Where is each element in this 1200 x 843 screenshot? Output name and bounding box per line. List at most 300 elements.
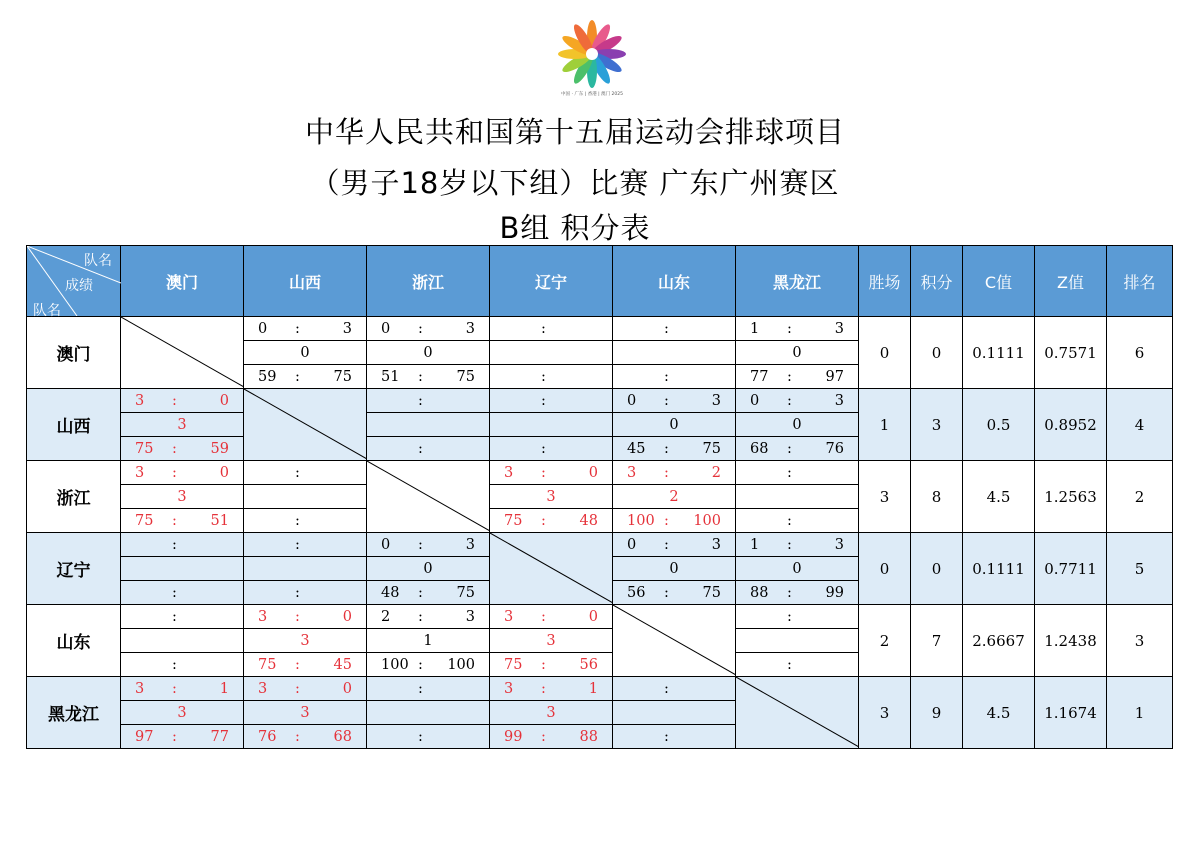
column-header: 辽宁 xyxy=(490,246,613,317)
stat-points: 0 xyxy=(911,317,963,389)
table-row xyxy=(27,605,1173,629)
sets-home: 0 xyxy=(258,320,268,337)
match-sets xyxy=(367,389,490,413)
sets-away: 3 xyxy=(465,536,475,553)
title-line-2: （男子18岁以下组）比赛 广东广州赛区 xyxy=(310,166,840,200)
match-points: 0 xyxy=(736,413,859,437)
standings-table xyxy=(26,245,1173,749)
diagonal-line xyxy=(244,389,367,459)
match-sets xyxy=(244,677,367,701)
stat-c-value: 4.5 xyxy=(963,677,1035,749)
stat-header-rank: 排名 xyxy=(1107,246,1173,317)
sets-home: 1 xyxy=(750,320,760,337)
column-header: 黑龙江 xyxy=(736,246,859,317)
score-away: 59 xyxy=(210,440,229,457)
match-points xyxy=(244,557,367,581)
sets-away: 3 xyxy=(465,608,475,625)
separator: : xyxy=(787,512,792,529)
match-score xyxy=(121,725,244,749)
separator: : xyxy=(664,368,669,385)
separator: : xyxy=(787,368,792,385)
match-points: 0 xyxy=(736,557,859,581)
score-away: 68 xyxy=(333,728,352,745)
match-score xyxy=(490,509,613,533)
stat-c-value: 2.6667 xyxy=(963,605,1035,677)
separator: : xyxy=(172,584,177,601)
match-points: 0 xyxy=(613,413,736,437)
match-points: 0 xyxy=(244,341,367,365)
separator: : xyxy=(418,656,423,673)
sets-away: 3 xyxy=(711,536,721,553)
match-points: 3 xyxy=(121,485,244,509)
sets-away: 3 xyxy=(834,536,844,553)
separator: : xyxy=(418,536,423,553)
match-points: 0 xyxy=(613,557,736,581)
row-team-name: 澳门 xyxy=(27,317,121,389)
separator: : xyxy=(295,680,300,697)
match-score xyxy=(244,509,367,533)
separator: : xyxy=(172,512,177,529)
stat-points: 7 xyxy=(911,605,963,677)
match-sets xyxy=(613,317,736,341)
match-sets xyxy=(613,461,736,485)
column-header: 澳门 xyxy=(121,246,244,317)
score-home: 51 xyxy=(381,368,400,385)
stat-z-value: 0.7571 xyxy=(1035,317,1107,389)
separator: : xyxy=(541,464,546,481)
match-points xyxy=(121,629,244,653)
stat-rank: 5 xyxy=(1107,533,1173,605)
match-sets xyxy=(121,533,244,557)
sets-away: 3 xyxy=(711,392,721,409)
separator: : xyxy=(295,536,300,553)
sets-away: 3 xyxy=(342,320,352,337)
title-line-1: 中华人民共和国第十五届运动会排球项目 xyxy=(304,115,845,149)
diagonal-line xyxy=(490,533,613,603)
separator: : xyxy=(172,440,177,457)
sets-home: 2 xyxy=(381,608,391,625)
sets-away: 0 xyxy=(219,392,229,409)
score-home: 100 xyxy=(627,512,655,529)
sets-away: 0 xyxy=(219,464,229,481)
score-away: 99 xyxy=(825,584,844,601)
row-team-name: 黑龙江 xyxy=(27,677,121,749)
separator: : xyxy=(541,320,546,337)
separator: : xyxy=(418,320,423,337)
match-sets xyxy=(367,677,490,701)
score-home: 59 xyxy=(258,368,277,385)
separator: : xyxy=(172,536,177,553)
diagonal-line xyxy=(736,677,859,747)
match-points xyxy=(736,629,859,653)
separator: : xyxy=(295,584,300,601)
match-sets xyxy=(490,677,613,701)
column-header: 山西 xyxy=(244,246,367,317)
stat-z-value: 1.1674 xyxy=(1035,677,1107,749)
table-row xyxy=(27,461,1173,485)
separator: : xyxy=(541,728,546,745)
sets-away: 3 xyxy=(465,320,475,337)
stat-rank: 3 xyxy=(1107,605,1173,677)
score-home: 99 xyxy=(504,728,523,745)
match-score xyxy=(244,725,367,749)
self-match-cell xyxy=(613,605,736,677)
match-points: 3 xyxy=(244,701,367,725)
corner-header xyxy=(27,246,121,317)
stat-points: 3 xyxy=(911,389,963,461)
sets-home: 3 xyxy=(504,608,514,625)
score-home: 75 xyxy=(258,656,277,673)
match-sets xyxy=(244,317,367,341)
match-points xyxy=(490,341,613,365)
column-header: 浙江 xyxy=(367,246,490,317)
stat-rank: 6 xyxy=(1107,317,1173,389)
score-home: 48 xyxy=(381,584,400,601)
score-home: 68 xyxy=(750,440,769,457)
match-points xyxy=(736,485,859,509)
score-away: 97 xyxy=(825,368,844,385)
match-sets xyxy=(490,317,613,341)
stat-wins: 3 xyxy=(859,677,911,749)
score-home: 75 xyxy=(504,512,523,529)
score-away: 76 xyxy=(825,440,844,457)
separator: : xyxy=(664,584,669,601)
match-sets xyxy=(736,317,859,341)
match-points: 3 xyxy=(490,701,613,725)
separator: : xyxy=(664,728,669,745)
match-sets xyxy=(367,317,490,341)
row-team-name: 山西 xyxy=(27,389,121,461)
match-sets xyxy=(736,461,859,485)
match-points xyxy=(244,485,367,509)
sets-away: 0 xyxy=(342,608,352,625)
match-sets xyxy=(736,533,859,557)
separator: : xyxy=(664,536,669,553)
match-points: 0 xyxy=(367,341,490,365)
score-away: 75 xyxy=(456,368,475,385)
match-score xyxy=(121,437,244,461)
score-away: 45 xyxy=(333,656,352,673)
separator: : xyxy=(418,680,423,697)
sets-home: 3 xyxy=(258,680,268,697)
stat-z-value: 0.7711 xyxy=(1035,533,1107,605)
separator: : xyxy=(541,512,546,529)
sets-away: 3 xyxy=(834,320,844,337)
sets-home: 3 xyxy=(504,464,514,481)
score-away: 75 xyxy=(456,584,475,601)
sets-away: 0 xyxy=(342,680,352,697)
match-score xyxy=(244,365,367,389)
match-score xyxy=(736,509,859,533)
separator: : xyxy=(418,440,423,457)
diagonal-line xyxy=(121,317,244,387)
stat-header-z: Z值 xyxy=(1035,246,1107,317)
match-sets xyxy=(121,461,244,485)
match-sets xyxy=(121,605,244,629)
separator: : xyxy=(295,656,300,673)
table-row xyxy=(27,317,1173,341)
separator: : xyxy=(664,680,669,697)
stat-points: 0 xyxy=(911,533,963,605)
match-score xyxy=(121,509,244,533)
score-home: 100 xyxy=(381,656,409,673)
sets-home: 3 xyxy=(135,464,145,481)
stat-z-value: 1.2563 xyxy=(1035,461,1107,533)
match-sets xyxy=(244,533,367,557)
separator: : xyxy=(787,656,792,673)
match-score xyxy=(613,509,736,533)
separator: : xyxy=(541,656,546,673)
stat-c-value: 4.5 xyxy=(963,461,1035,533)
score-home: 56 xyxy=(627,584,646,601)
match-sets xyxy=(613,533,736,557)
separator: : xyxy=(541,608,546,625)
match-score xyxy=(367,725,490,749)
score-home: 75 xyxy=(504,656,523,673)
sets-home: 0 xyxy=(381,320,391,337)
stat-wins: 2 xyxy=(859,605,911,677)
separator: : xyxy=(787,464,792,481)
match-score xyxy=(736,581,859,605)
match-sets xyxy=(613,677,736,701)
separator: : xyxy=(172,392,177,409)
score-home: 97 xyxy=(135,728,154,745)
match-points: 3 xyxy=(490,485,613,509)
match-points xyxy=(490,413,613,437)
match-points: 0 xyxy=(367,557,490,581)
separator: : xyxy=(172,464,177,481)
sets-away: 0 xyxy=(588,608,598,625)
row-team-name: 辽宁 xyxy=(27,533,121,605)
corner-label-bottom: 队名 xyxy=(33,303,61,319)
self-match-cell xyxy=(736,677,859,749)
separator: : xyxy=(295,512,300,529)
sets-home: 3 xyxy=(135,680,145,697)
standings-body xyxy=(27,317,1173,749)
separator: : xyxy=(295,608,300,625)
match-points xyxy=(121,557,244,581)
score-home: 77 xyxy=(750,368,769,385)
match-points xyxy=(367,701,490,725)
separator: : xyxy=(787,440,792,457)
score-away: 100 xyxy=(447,656,475,673)
match-score xyxy=(736,365,859,389)
stat-wins: 0 xyxy=(859,533,911,605)
stat-header-points: 积分 xyxy=(911,246,963,317)
self-match-cell xyxy=(244,389,367,461)
sets-away: 1 xyxy=(219,680,229,697)
stat-c-value: 0.5 xyxy=(963,389,1035,461)
score-away: 100 xyxy=(693,512,721,529)
match-score xyxy=(367,653,490,677)
match-sets xyxy=(244,605,367,629)
separator: : xyxy=(787,584,792,601)
match-score xyxy=(244,581,367,605)
score-home: 75 xyxy=(135,512,154,529)
separator: : xyxy=(172,680,177,697)
match-score xyxy=(367,581,490,605)
separator: : xyxy=(172,728,177,745)
match-sets xyxy=(244,461,367,485)
separator: : xyxy=(295,464,300,481)
diagonal-line xyxy=(613,605,736,675)
match-sets xyxy=(490,605,613,629)
corner-label-top: 队名 xyxy=(84,253,112,269)
stat-c-value: 0.1111 xyxy=(963,317,1035,389)
separator: : xyxy=(664,440,669,457)
header-row xyxy=(27,246,1173,317)
column-header: 山东 xyxy=(613,246,736,317)
separator: : xyxy=(787,392,792,409)
match-score xyxy=(736,653,859,677)
score-home: 76 xyxy=(258,728,277,745)
sets-home: 3 xyxy=(135,392,145,409)
separator: : xyxy=(541,680,546,697)
separator: : xyxy=(295,368,300,385)
separator: : xyxy=(418,584,423,601)
score-away: 75 xyxy=(702,440,721,457)
match-sets xyxy=(490,389,613,413)
stat-points: 9 xyxy=(911,677,963,749)
separator: : xyxy=(418,728,423,745)
stat-wins: 0 xyxy=(859,317,911,389)
sets-home: 3 xyxy=(627,464,637,481)
stat-header-wins: 胜场 xyxy=(859,246,911,317)
stat-wins: 3 xyxy=(859,461,911,533)
match-points: 3 xyxy=(121,701,244,725)
match-score xyxy=(613,581,736,605)
sets-home: 3 xyxy=(504,680,514,697)
score-away: 77 xyxy=(210,728,229,745)
match-sets xyxy=(736,605,859,629)
match-sets xyxy=(490,461,613,485)
games-logo xyxy=(556,18,628,106)
match-score xyxy=(490,725,613,749)
self-match-cell xyxy=(490,533,613,605)
match-points: 0 xyxy=(736,341,859,365)
score-home: 45 xyxy=(627,440,646,457)
sets-home: 3 xyxy=(258,608,268,625)
sets-home: 0 xyxy=(381,536,391,553)
sets-home: 0 xyxy=(750,392,760,409)
separator: : xyxy=(664,512,669,529)
separator: : xyxy=(664,392,669,409)
diagonal-line xyxy=(367,461,490,531)
match-points: 3 xyxy=(244,629,367,653)
title-line-3: B组 积分表 xyxy=(499,211,651,245)
score-away: 51 xyxy=(210,512,229,529)
self-match-cell xyxy=(121,317,244,389)
table-row xyxy=(27,389,1173,413)
stat-points: 8 xyxy=(911,461,963,533)
score-away: 88 xyxy=(579,728,598,745)
score-away: 56 xyxy=(579,656,598,673)
match-sets xyxy=(367,605,490,629)
stat-z-value: 1.2438 xyxy=(1035,605,1107,677)
stat-wins: 1 xyxy=(859,389,911,461)
match-sets xyxy=(736,389,859,413)
match-points: 3 xyxy=(121,413,244,437)
match-points xyxy=(367,413,490,437)
match-score xyxy=(736,437,859,461)
separator: : xyxy=(787,608,792,625)
stat-header-c: C值 xyxy=(963,246,1035,317)
score-away: 75 xyxy=(333,368,352,385)
sets-home: 0 xyxy=(627,536,637,553)
match-sets xyxy=(121,389,244,413)
separator: : xyxy=(787,536,792,553)
match-points: 1 xyxy=(367,629,490,653)
stat-rank: 1 xyxy=(1107,677,1173,749)
table-row xyxy=(27,677,1173,701)
match-sets xyxy=(367,533,490,557)
separator: : xyxy=(787,320,792,337)
sets-away: 1 xyxy=(588,680,598,697)
match-score xyxy=(490,653,613,677)
separator: : xyxy=(295,320,300,337)
match-score xyxy=(490,365,613,389)
score-home: 88 xyxy=(750,584,769,601)
stat-z-value: 0.8952 xyxy=(1035,389,1107,461)
match-points xyxy=(613,701,736,725)
separator: : xyxy=(664,320,669,337)
separator: : xyxy=(541,368,546,385)
separator: : xyxy=(418,392,423,409)
stat-rank: 2 xyxy=(1107,461,1173,533)
separator: : xyxy=(172,608,177,625)
match-points: 3 xyxy=(490,629,613,653)
match-score xyxy=(613,725,736,749)
match-points: 2 xyxy=(613,485,736,509)
separator: : xyxy=(541,440,546,457)
match-score xyxy=(613,437,736,461)
score-away: 75 xyxy=(702,584,721,601)
score-home: 75 xyxy=(135,440,154,457)
sets-home: 0 xyxy=(627,392,637,409)
sets-home: 1 xyxy=(750,536,760,553)
match-score xyxy=(367,365,490,389)
separator: : xyxy=(664,464,669,481)
separator: : xyxy=(172,656,177,673)
petal-flower-icon xyxy=(556,18,628,90)
sets-away: 2 xyxy=(711,464,721,481)
match-score xyxy=(121,653,244,677)
corner-label-middle: 成绩 xyxy=(65,278,93,294)
row-team-name: 山东 xyxy=(27,605,121,677)
match-sets xyxy=(613,389,736,413)
match-sets xyxy=(121,677,244,701)
match-score xyxy=(121,581,244,605)
stat-rank: 4 xyxy=(1107,389,1173,461)
logo-caption: 中国 · 广东 | 香港 | 澳门 2025 xyxy=(561,92,623,97)
match-score xyxy=(490,437,613,461)
match-score xyxy=(367,437,490,461)
separator: : xyxy=(295,728,300,745)
match-score xyxy=(244,653,367,677)
separator: : xyxy=(418,368,423,385)
score-away: 48 xyxy=(579,512,598,529)
match-points xyxy=(613,341,736,365)
match-score xyxy=(613,365,736,389)
sets-away: 3 xyxy=(834,392,844,409)
stat-c-value: 0.1111 xyxy=(963,533,1035,605)
separator: : xyxy=(418,608,423,625)
self-match-cell xyxy=(367,461,490,533)
table-row xyxy=(27,533,1173,557)
sets-away: 0 xyxy=(588,464,598,481)
separator: : xyxy=(541,392,546,409)
row-team-name: 浙江 xyxy=(27,461,121,533)
